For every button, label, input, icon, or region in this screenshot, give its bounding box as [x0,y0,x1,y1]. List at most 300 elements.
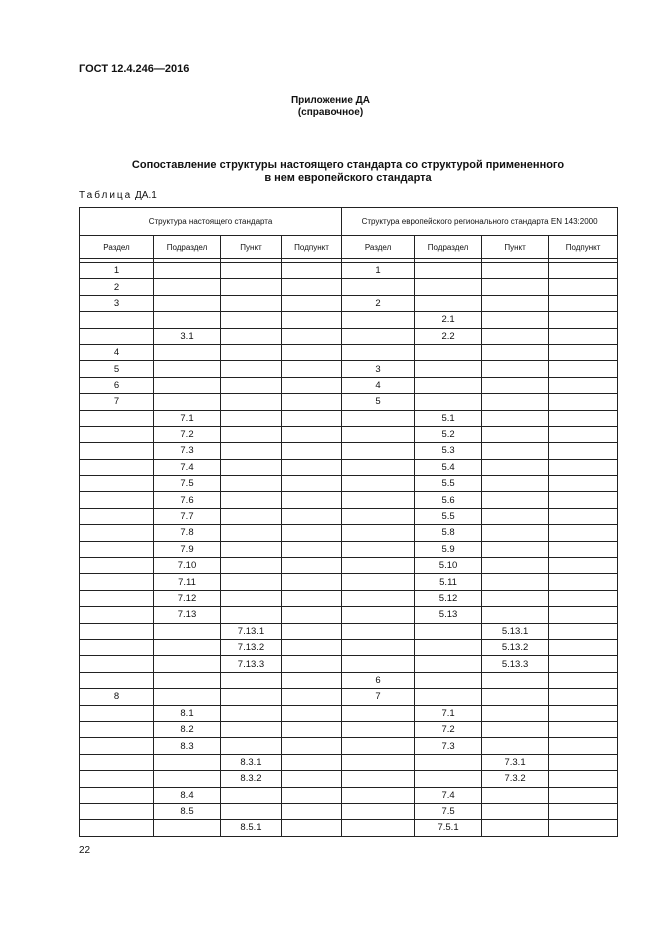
table-cell [80,803,154,819]
table-row [80,803,618,819]
table-cell [154,377,221,393]
column-header: Раздел [342,236,415,259]
table-row [80,295,618,311]
table-row [80,328,618,344]
table-cell [154,312,221,328]
table-cell [221,803,282,819]
table-cell: 7.13.2 [221,639,282,655]
table-row [80,476,618,492]
table-caption-line-1: Сопоставление структуры настоящего стандарта со структурой примененного [131,159,565,171]
table-cell [282,590,342,606]
group-header-this-standard: Структура настоящего стандарта [80,208,342,236]
table-cell [415,361,482,377]
table-cell [282,787,342,803]
table-cell [221,672,282,688]
table-cell: 7.1 [154,410,221,426]
table-cell [221,312,282,328]
table-cell [482,803,549,819]
group-header-european-standard: Структура европейского регионального стандарта EN 143:2000 [342,208,618,236]
table-row [80,771,618,787]
table-row [80,279,618,295]
table-cell [80,771,154,787]
table-label-word: Таблица [79,190,133,201]
column-header: Подпункт [282,236,342,259]
table-cell [549,525,618,541]
table-cell [154,263,221,279]
table-cell [80,639,154,655]
table-cell: 7.13 [154,607,221,623]
table-cell [282,394,342,410]
table-cell: 7.10 [154,558,221,574]
table-cell [415,377,482,393]
table-row [80,426,618,442]
table-cell [80,443,154,459]
table-cell [342,787,415,803]
table-cell [482,607,549,623]
table-cell: 8.3.1 [221,754,282,770]
table-cell [482,689,549,705]
column-header: Подраздел [415,236,482,259]
table-row [80,410,618,426]
table-cell [482,721,549,737]
table-cell [282,377,342,393]
table-cell: 5.1 [415,410,482,426]
table-cell [221,607,282,623]
table-row [80,394,618,410]
table-cell [282,771,342,787]
table-cell [80,754,154,770]
table-row [80,558,618,574]
table-cell: 3 [342,361,415,377]
table-cell [482,377,549,393]
table-cell [282,344,342,360]
table-cell: 7.5.1 [415,820,482,836]
table-row [80,721,618,737]
table-cell [221,443,282,459]
table-cell [549,459,618,475]
table-cell [482,394,549,410]
column-header: Раздел [80,236,154,259]
table-cell [415,394,482,410]
table-cell [482,279,549,295]
table-cell [415,263,482,279]
table-row [80,541,618,557]
table-cell [342,705,415,721]
table-cell [80,492,154,508]
structure-comparison-table [79,207,618,837]
table-cell [415,639,482,655]
table-cell [549,787,618,803]
table-cell: 7 [80,394,154,410]
table-cell [80,738,154,754]
table-cell: 2 [80,279,154,295]
table-cell [282,672,342,688]
table-cell: 8.3.2 [221,771,282,787]
table-row [80,689,618,705]
table-cell: 2.1 [415,312,482,328]
table-cell [415,689,482,705]
table-cell: 3.1 [154,328,221,344]
table-cell [482,590,549,606]
table-cell [482,312,549,328]
table-cell: 1 [80,263,154,279]
table-cell [282,558,342,574]
table-group-header-row [80,208,618,236]
table-cell: 5.4 [415,459,482,475]
table-cell [154,639,221,655]
table-cell [80,656,154,672]
table-column-header-row [80,236,618,259]
page-number: 22 [79,845,91,856]
table-cell [221,410,282,426]
table-cell: 8.1 [154,705,221,721]
table-cell [342,443,415,459]
table-cell [282,721,342,737]
table-cell [80,721,154,737]
table-row [80,738,618,754]
table-cell [221,295,282,311]
table-cell [482,361,549,377]
table-cell [549,263,618,279]
table-cell [549,377,618,393]
table-cell [221,459,282,475]
table-row [80,820,618,836]
table-row [80,344,618,360]
column-header: Подпункт [549,236,618,259]
table-cell: 5.9 [415,541,482,557]
table-cell [549,476,618,492]
table-cell [342,574,415,590]
table-cell [549,394,618,410]
table-cell [80,787,154,803]
table-cell: 7.7 [154,508,221,524]
table-cell [549,656,618,672]
table-cell [482,574,549,590]
table-cell [221,738,282,754]
table-cell [154,656,221,672]
table-cell [482,443,549,459]
table-cell [549,754,618,770]
table-cell: 7.6 [154,492,221,508]
table-row [80,639,618,655]
table-cell: 7.3.2 [482,771,549,787]
table-cell [549,361,618,377]
table-cell [221,508,282,524]
table-cell [221,492,282,508]
table-cell [154,672,221,688]
table-cell [221,721,282,737]
table-cell [154,295,221,311]
table-cell [342,476,415,492]
table-cell [282,689,342,705]
table-cell: 8.4 [154,787,221,803]
table-cell [342,558,415,574]
table-cell [342,410,415,426]
table-row [80,443,618,459]
table-cell [549,295,618,311]
table-cell: 7.5 [154,476,221,492]
table-cell [482,344,549,360]
table-cell [221,787,282,803]
table-cell [221,279,282,295]
table-cell [154,754,221,770]
table-cell [482,541,549,557]
table-cell [154,689,221,705]
table-row [80,672,618,688]
table-cell [80,672,154,688]
table-cell: 5.11 [415,574,482,590]
table-cell [282,508,342,524]
table-cell [282,492,342,508]
table-cell [342,492,415,508]
table-cell [80,476,154,492]
table-row [80,623,618,639]
table-cell: 5.5 [415,508,482,524]
table-row [80,525,618,541]
table-cell [80,623,154,639]
table-cell [282,623,342,639]
table-cell [415,656,482,672]
table-cell [221,361,282,377]
table-cell [549,590,618,606]
table-label [79,190,157,201]
table-cell: 7.2 [415,721,482,737]
table-cell [342,738,415,754]
table-cell [482,508,549,524]
table-cell [154,623,221,639]
table-cell: 7.11 [154,574,221,590]
table-cell [415,771,482,787]
table-cell: 5.5 [415,476,482,492]
table-cell [549,328,618,344]
table-cell [80,410,154,426]
table-cell: 7.8 [154,525,221,541]
table-caption-line-2: в нем европейского стандарта [264,172,432,184]
table-cell [549,738,618,754]
table-row [80,263,618,279]
table-cell [482,263,549,279]
table-cell [549,672,618,688]
table-cell [282,803,342,819]
table-cell: 7 [342,689,415,705]
table-cell [80,525,154,541]
table-cell [342,312,415,328]
appendix-subtitle: (справочное) [297,107,364,118]
table-row [80,361,618,377]
table-row [80,754,618,770]
table-cell [549,705,618,721]
table-cell [221,689,282,705]
table-cell: 5.2 [415,426,482,442]
table-cell: 5 [342,394,415,410]
table-cell: 7.13.1 [221,623,282,639]
table-cell [549,803,618,819]
table-cell [482,295,549,311]
table-cell [549,771,618,787]
table-cell [342,803,415,819]
table-cell [342,508,415,524]
table-cell [549,426,618,442]
table-cell: 6 [342,672,415,688]
table-cell [221,377,282,393]
table-row [80,492,618,508]
table-cell: 5.12 [415,590,482,606]
table-cell [282,426,342,442]
table-row [80,787,618,803]
table-cell [342,328,415,344]
table-cell: 7.3 [415,738,482,754]
table-cell: 7.1 [415,705,482,721]
table-cell [342,459,415,475]
table-cell [282,279,342,295]
table-cell [282,476,342,492]
table-cell: 8.3 [154,738,221,754]
table-cell [282,541,342,557]
table-cell [282,295,342,311]
table-cell [282,443,342,459]
table-row [80,574,618,590]
table-cell [80,590,154,606]
table-cell [482,328,549,344]
table-cell: 6 [80,377,154,393]
column-header: Подраздел [154,236,221,259]
table-cell [80,820,154,836]
table-cell [549,689,618,705]
table-cell [342,656,415,672]
table-row [80,508,618,524]
table-cell [80,426,154,442]
table-cell [415,279,482,295]
table-cell [282,525,342,541]
table-cell [221,328,282,344]
table-cell [342,639,415,655]
table-cell [221,394,282,410]
table-cell [221,558,282,574]
table-cell [342,426,415,442]
table-cell [549,312,618,328]
table-cell: 5.13 [415,607,482,623]
table-cell: 7.3.1 [482,754,549,770]
table-cell [282,263,342,279]
table-cell [80,541,154,557]
table-cell [342,344,415,360]
table-cell: 7.12 [154,590,221,606]
table-cell [482,705,549,721]
table-cell [282,754,342,770]
table-cell [549,574,618,590]
table-cell [154,344,221,360]
table-cell [282,656,342,672]
table-cell [549,721,618,737]
table-cell [282,639,342,655]
table-cell [482,459,549,475]
table-cell [221,344,282,360]
table-cell [80,574,154,590]
table-cell [482,820,549,836]
table-cell [80,508,154,524]
table-cell [342,607,415,623]
table-cell [415,672,482,688]
table-cell [80,558,154,574]
table-cell: 7.4 [415,787,482,803]
table-cell [154,279,221,295]
table-cell [282,312,342,328]
table-row [80,705,618,721]
table-cell [549,820,618,836]
table-cell [282,738,342,754]
table-cell [482,426,549,442]
table-cell: 7.4 [154,459,221,475]
table-cell [549,558,618,574]
table-cell: 2 [342,295,415,311]
table-cell [221,263,282,279]
table-cell [549,639,618,655]
table-cell: 5.10 [415,558,482,574]
table-cell: 5.13.3 [482,656,549,672]
table-cell [80,705,154,721]
table-cell [549,279,618,295]
column-header: Пункт [221,236,282,259]
table-cell: 5.8 [415,525,482,541]
table-cell: 5 [80,361,154,377]
table-row [80,459,618,475]
table-cell [80,328,154,344]
appendix-title: Приложение ДА [290,95,371,106]
table-cell [282,607,342,623]
table-cell [549,344,618,360]
table-cell [221,476,282,492]
table-cell [282,459,342,475]
table-cell [221,426,282,442]
table-cell: 7.5 [415,803,482,819]
table-cell [549,508,618,524]
table-row [80,607,618,623]
table-cell: 7.9 [154,541,221,557]
table-cell: 8.5.1 [221,820,282,836]
table-cell [342,279,415,295]
column-header: Пункт [482,236,549,259]
table-cell [342,721,415,737]
table-cell [80,312,154,328]
table-row [80,656,618,672]
table-cell: 8.2 [154,721,221,737]
table-cell [342,820,415,836]
table-cell: 1 [342,263,415,279]
table-cell [482,476,549,492]
table-cell [342,590,415,606]
table-cell [154,771,221,787]
table-cell [482,787,549,803]
table-cell: 2.2 [415,328,482,344]
table-cell [282,410,342,426]
table-cell [549,443,618,459]
table-cell: 7.3 [154,443,221,459]
table-cell [80,607,154,623]
table-cell [482,492,549,508]
table-cell [282,328,342,344]
table-cell: 5.13.2 [482,639,549,655]
table-cell [282,361,342,377]
table-cell [549,492,618,508]
table-cell: 8 [80,689,154,705]
table-cell [282,574,342,590]
table-cell [154,361,221,377]
table-row [80,312,618,328]
table-cell [549,541,618,557]
table-cell [482,410,549,426]
table-cell [482,525,549,541]
table-cell: 4 [80,344,154,360]
